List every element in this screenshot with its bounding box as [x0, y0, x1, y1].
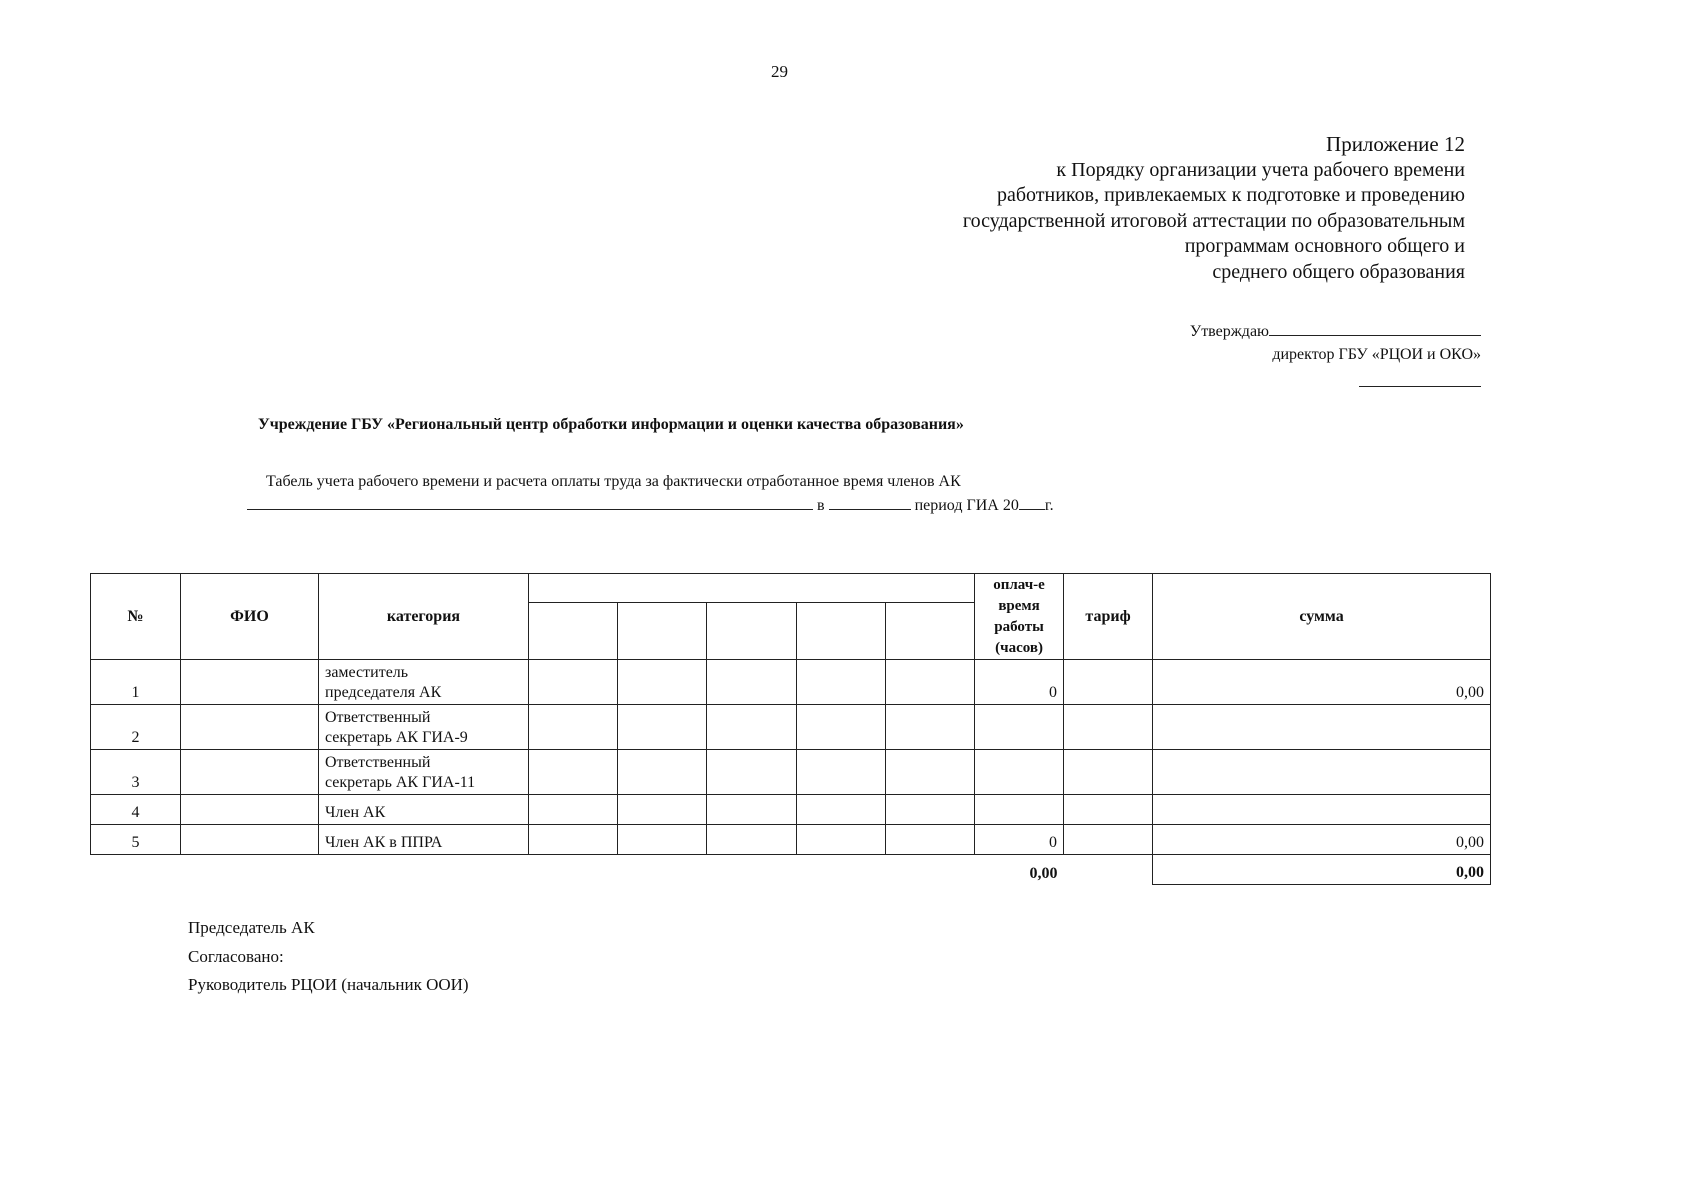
signatures-block [188, 914, 469, 1000]
appendix-line: программам основного общего и [1184, 235, 1465, 257]
row-sum [1153, 750, 1491, 795]
day-cell [529, 750, 618, 795]
row-fio [181, 750, 319, 795]
in-label: в [817, 497, 825, 514]
row-tariff [1064, 705, 1153, 750]
day-cell [797, 795, 886, 825]
row-num: 5 [91, 825, 181, 855]
timesheet-table [90, 573, 1491, 885]
total-sum: 0,00 [1153, 855, 1491, 885]
appendix-line: работников, привлекаемых к подготовке и проведению [996, 184, 1465, 206]
day-cell [886, 705, 975, 750]
tabel-title: Табель учета рабочего времени и расчета оплаты труда за фактически отработанное время членов АК [266, 473, 961, 490]
chairman-label: Председатель АК [188, 918, 315, 937]
header-day-cell [886, 603, 975, 660]
table-row [91, 660, 1491, 705]
appendix-header [963, 132, 1465, 285]
day-cell [529, 795, 618, 825]
row-hours [975, 705, 1064, 750]
day-cell [886, 750, 975, 795]
row-fio [181, 660, 319, 705]
head-label: Руководитель РЦОИ (начальник ООИ) [188, 975, 469, 994]
ak-name-blank [247, 494, 813, 510]
header-fio: ФИО [181, 574, 319, 660]
row-tariff [1064, 750, 1153, 795]
table-row [91, 705, 1491, 750]
total-hours: 0,00 [1029, 864, 1058, 882]
header-paid-time: оплач-е время работы (часов) [975, 574, 1064, 660]
day-cell [886, 825, 975, 855]
day-cell [618, 660, 707, 705]
row-fio [181, 825, 319, 855]
header-num: № [91, 574, 181, 660]
day-cell [707, 705, 797, 750]
day-cell [707, 660, 797, 705]
row-fio [181, 795, 319, 825]
approval-date-blank [1359, 376, 1481, 387]
day-cell [618, 825, 707, 855]
table-row [91, 795, 1491, 825]
page-number: 29 [771, 62, 788, 81]
row-category: Член АК [319, 795, 529, 825]
row-sum: 0,00 [1153, 660, 1491, 705]
table-row [91, 750, 1491, 795]
row-hours [975, 795, 1064, 825]
header-days-group [529, 574, 975, 603]
approval-signature-blank [1269, 320, 1481, 336]
institution-name: Учреждение ГБУ «Региональный центр обработки информации и оценки качества образования» [258, 416, 964, 433]
day-cell [797, 825, 886, 855]
day-cell [529, 825, 618, 855]
header-day-cell [529, 603, 618, 660]
day-cell [797, 750, 886, 795]
tabel-period-line [247, 494, 1054, 515]
row-num: 2 [91, 705, 181, 750]
appendix-title: Приложение 12 [1326, 132, 1465, 156]
approval-label: Утверждаю [1189, 323, 1269, 340]
row-category: Ответственный секретарь АК ГИА-11 [319, 750, 529, 795]
totals-row [91, 855, 1491, 885]
day-cell [707, 795, 797, 825]
day-cell [797, 705, 886, 750]
approval-block [1190, 320, 1481, 394]
header-day-cell [707, 603, 797, 660]
header-tariff: тариф [1064, 574, 1153, 660]
table-row [91, 825, 1491, 855]
period-label: период ГИА 20 [914, 497, 1019, 514]
appendix-line: государственной итоговой аттестации по образовательным [962, 209, 1465, 232]
row-tariff [1064, 660, 1153, 705]
row-sum [1153, 795, 1491, 825]
row-sum [1153, 705, 1491, 750]
year-suffix: г. [1044, 497, 1054, 514]
row-num: 3 [91, 750, 181, 795]
appendix-line: к Порядку организации учета рабочего времени [1056, 158, 1465, 181]
day-cell [797, 660, 886, 705]
header-day-cell [618, 603, 707, 660]
row-hours: 0 [975, 660, 1064, 705]
row-hours: 0 [975, 825, 1064, 855]
header-category: категория [319, 574, 529, 660]
day-cell [529, 660, 618, 705]
header-day-cell [797, 603, 886, 660]
row-num: 4 [91, 795, 181, 825]
day-cell [886, 660, 975, 705]
approval-position: директор ГБУ «РЦОИ и ОКО» [1272, 346, 1481, 363]
day-cell [707, 825, 797, 855]
row-hours [975, 750, 1064, 795]
row-tariff [1064, 795, 1153, 825]
row-category: Член АК в ППРА [319, 825, 529, 855]
row-sum: 0,00 [1153, 825, 1491, 855]
row-category: Ответственный секретарь АК ГИА-9 [319, 705, 529, 750]
day-cell [707, 750, 797, 795]
day-cell [618, 795, 707, 825]
agreed-label: Согласовано: [188, 946, 284, 966]
day-cell [886, 795, 975, 825]
day-cell [618, 750, 707, 795]
row-category: заместитель председателя АК [319, 660, 529, 705]
month-blank [829, 494, 911, 510]
header-sum: сумма [1153, 574, 1491, 660]
appendix-line: среднего общего образования [1212, 260, 1465, 283]
year-blank [1019, 494, 1045, 510]
row-num: 1 [91, 660, 181, 705]
day-cell [529, 705, 618, 750]
day-cell [618, 705, 707, 750]
row-fio [181, 705, 319, 750]
row-tariff [1064, 825, 1153, 855]
